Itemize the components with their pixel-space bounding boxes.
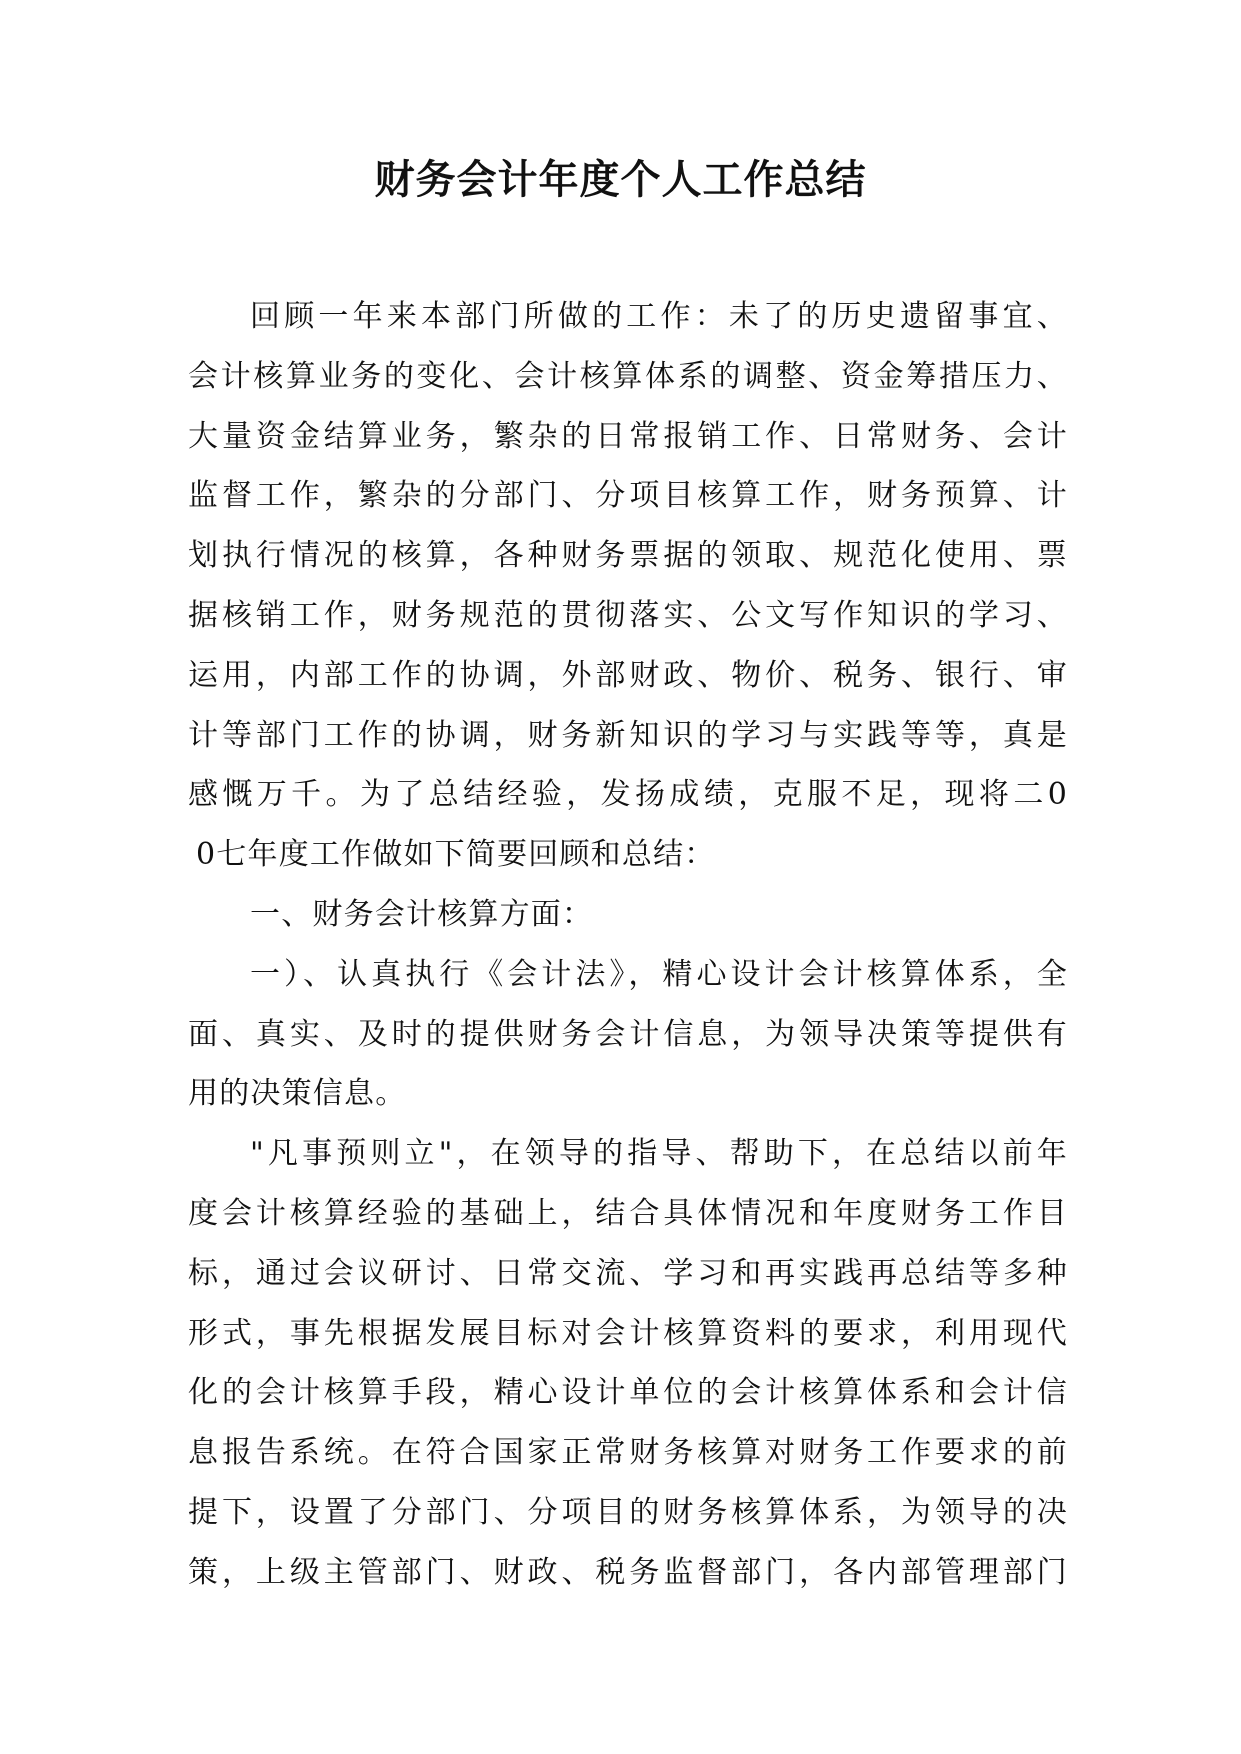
paragraph-line: 策，上级主管部门、财政、税务监督部门，各内部管理部门 (188, 1554, 1068, 1590)
paragraph-line: 据核销工作，财务规范的贯彻落实、公文写作知识的学习、 (188, 597, 1068, 633)
paragraph-line: 度会计核算经验的基础上，结合具体情况和年度财务工作目 (188, 1195, 1068, 1231)
paragraph-line: 面、真实、及时的提供财务会计信息，为领导决策等提供有 (188, 1016, 1068, 1052)
paragraph-line: 0七年度工作做如下简要回顾和总结： (196, 837, 716, 873)
document-title: 财务会计年度个人工作总结 (374, 157, 867, 203)
paragraph-line: 提下，设置了分部门、分项目的财务核算体系，为领导的决 (188, 1494, 1068, 1530)
paragraph-line: 监督工作，繁杂的分部门、分项目核算工作，财务预算、计 (188, 478, 1068, 514)
document-body (188, 287, 1068, 1603)
paragraph-line: 感慨万千。为了总结经验，发扬成绩，克服不足，现将二0 (188, 777, 1068, 813)
paragraph-line: 息报告系统。在符合国家正常财务核算对财务工作要求的前 (188, 1435, 1068, 1471)
paragraph-line: 形式，事先根据发展目标对会计核算资料的要求，利用现代 (188, 1315, 1068, 1351)
paragraph-line: 回顾一年来本部门所做的工作：未了的历史遗留事宜、 (250, 299, 1068, 334)
paragraph-line: 运用，内部工作的协调，外部财政、物价、税务、银行、审 (188, 657, 1068, 693)
paragraph-line: "凡事预则立"，在领导的指导、帮助下，在总结以前年 (250, 1136, 1068, 1172)
section-heading: 一、财务会计核算方面： (250, 896, 594, 932)
paragraph-line: 化的会计核算手段，精心设计单位的会计核算体系和会计信 (188, 1375, 1068, 1411)
paragraph-line: 标，通过会议研讨、日常交流、学习和再实践再总结等多种 (188, 1255, 1068, 1291)
paragraph-line: 会计核算业务的变化、会计核算体系的调整、资金筹措压力、 (188, 358, 1068, 394)
paragraph-line: 计等部门工作的协调，财务新知识的学习与实践等等，真是 (188, 717, 1068, 753)
paragraph-line: 划执行情况的核算，各种财务票据的领取、规范化使用、票 (188, 538, 1068, 574)
paragraph-line: 用的决策信息。 (188, 1076, 407, 1112)
paragraph-line: 一）、认真执行《会计法》，精心设计会计核算体系，全 (250, 956, 1068, 992)
paragraph-line: 大量资金结算业务，繁杂的日常报销工作、日常财务、会计 (188, 418, 1068, 454)
